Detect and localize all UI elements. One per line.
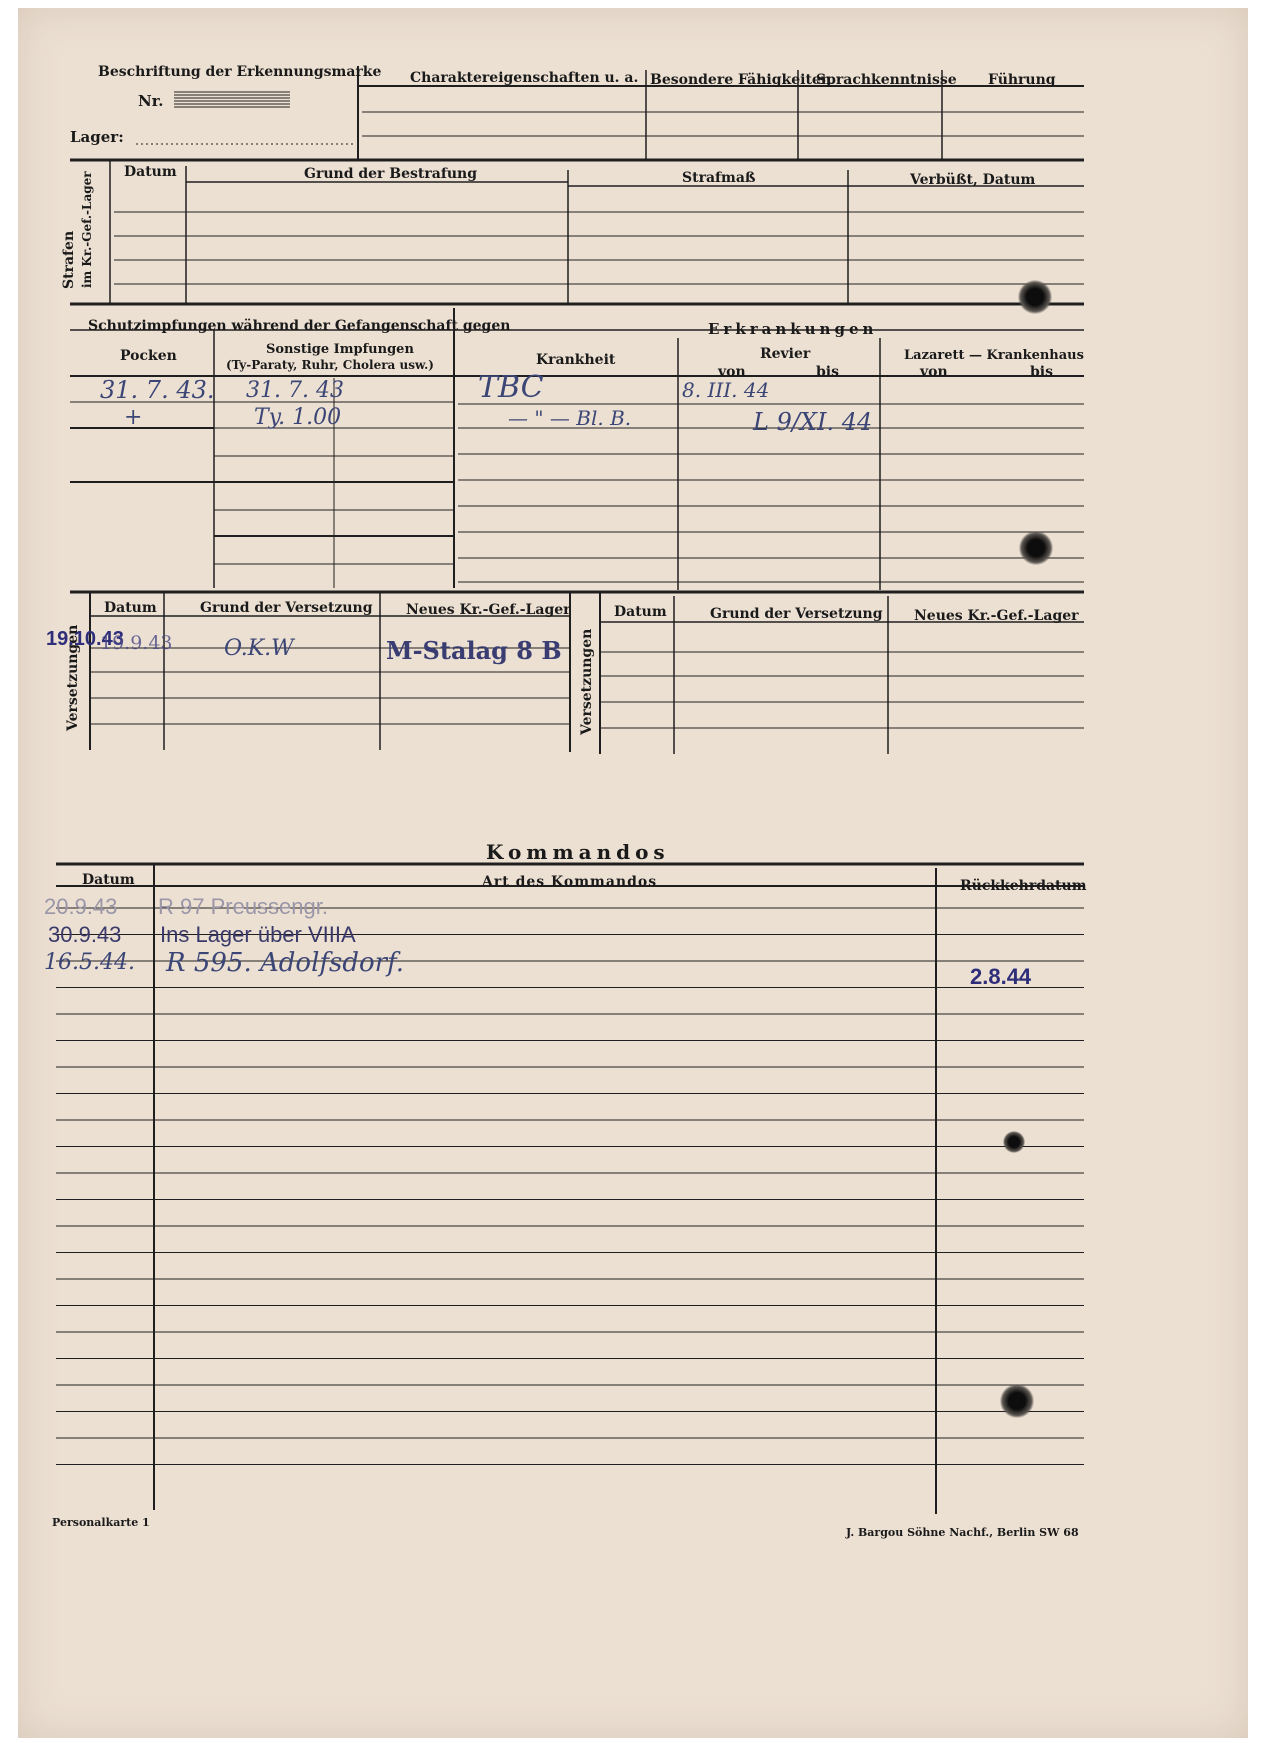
- strafen-side-label: Strafen: [61, 230, 77, 289]
- personal-card: [18, 8, 1248, 1738]
- revier-von-entry: 8. III. 44: [682, 378, 770, 402]
- versetzung-grund-entry: O.K.W: [224, 636, 294, 661]
- fuehrung-label: Führung: [988, 72, 1056, 88]
- strafen-col-strafmass: Strafmaß: [682, 170, 756, 186]
- strafen-col-verbuesst: Verbüßt, Datum: [910, 172, 1036, 188]
- lazarett-von: von: [920, 364, 948, 380]
- impfungen-col-sonstige: Sonstige Impfungen: [266, 342, 414, 357]
- erkrankungen-col-lazarett: Lazarett — Krankenhaus: [904, 348, 1084, 363]
- kommando-datum-entry: 16.5.44.: [44, 950, 135, 975]
- lager-label: Lager:: [70, 128, 124, 146]
- revier-bis-entry: L 9/XI. 44: [753, 408, 873, 436]
- versetzung-col-lager-2: Neues Kr.-Gef.-Lager: [914, 608, 1079, 624]
- versetzung-col-lager: Neues Kr.-Gef.-Lager: [406, 602, 571, 618]
- nr-label: Nr.: [138, 92, 164, 110]
- form-rules: [18, 8, 1248, 1738]
- versetzung-col-datum: Datum: [104, 600, 157, 616]
- sonstige-gegen-entry: Ty. 1.00: [254, 405, 342, 430]
- rueckkehr-entry: 2.8.44: [970, 964, 1032, 989]
- impfungen-col-sonstige-sub: (Ty-Paraty, Ruhr, Cholera usw.): [226, 358, 434, 372]
- kommando-datum-entry: 30.9.43: [48, 922, 122, 947]
- faehigkeiten-label: Besondere Fähigkeiten: [650, 72, 832, 88]
- pocken-am-entry: 31. 7. 43.: [100, 376, 215, 404]
- kommando-art-entry: R 97 Preussengr.: [158, 894, 328, 919]
- revier-bis: bis: [816, 364, 839, 380]
- footer-left: Personalkarte 1: [52, 1516, 150, 1529]
- erkrankungen-col-krankheit: Krankheit: [536, 352, 616, 368]
- impfungen-title: Schutzimpfungen während der Gefangenschaft gegen: [88, 318, 511, 334]
- krankheit-entry: TBC: [478, 370, 544, 405]
- pocken-erfolg-entry: +: [124, 405, 143, 430]
- versetzung-lager-entry: M-Stalag 8 B: [386, 636, 562, 665]
- erkrankungen-col-revier: Revier: [760, 346, 811, 362]
- punch-hole: [1018, 280, 1052, 314]
- versetzung-col-grund: Grund der Versetzung: [200, 600, 373, 616]
- punch-hole: [1003, 1131, 1025, 1153]
- krankheit-entry: — " — Bl. B.: [508, 406, 632, 430]
- strafen-col-grund: Grund der Bestrafung: [304, 166, 478, 182]
- impfungen-col-pocken: Pocken: [120, 348, 177, 364]
- versetzungen-side-label: Versetzungen: [65, 624, 81, 731]
- strafen-side-label-2: im Kr.-Gef.-Lager: [80, 171, 94, 288]
- kommandos-title: Kommandos: [486, 840, 670, 864]
- sprachkenntnisse-label: Sprachkenntnisse: [816, 72, 957, 88]
- kommandos-col-datum: Datum: [82, 872, 135, 888]
- versetzung-datum-hand: 19.9.43: [100, 632, 173, 654]
- erkrankungen-title: Erkrankungen: [708, 320, 878, 338]
- kommando-datum-entry: 20.9.43: [44, 894, 118, 919]
- kommando-art-entry: R 595. Adolfsdorf.: [166, 948, 405, 978]
- beschriftung-label: Beschriftung der Erkennungsmarke: [98, 64, 382, 80]
- kommandos-col-art: Art des Kommandos: [482, 874, 658, 890]
- versetzung-datum-stamp: 19.10.43: [46, 628, 124, 650]
- footer-right: J. Bargou Söhne Nachf., Berlin SW 68: [846, 1526, 1079, 1539]
- lazarett-bis: bis: [1030, 364, 1053, 380]
- charakter-label: Charaktereigenschaften u. a.: [410, 70, 639, 86]
- versetzung-col-datum-2: Datum: [614, 604, 667, 620]
- versetzungen-side-label-2: Versetzungen: [579, 628, 595, 735]
- kommandos-col-rueckkehr: Rückkehrdatum: [960, 878, 1087, 894]
- sonstige-am-entry: 31. 7. 43: [246, 378, 344, 403]
- kommando-art-entry: Ins Lager über VIIIA: [160, 922, 356, 947]
- versetzung-col-grund-2: Grund der Versetzung: [710, 606, 883, 622]
- strafen-col-datum: Datum: [124, 164, 177, 180]
- revier-von: von: [718, 364, 746, 380]
- punch-hole: [1019, 531, 1053, 565]
- punch-hole: [1000, 1384, 1034, 1418]
